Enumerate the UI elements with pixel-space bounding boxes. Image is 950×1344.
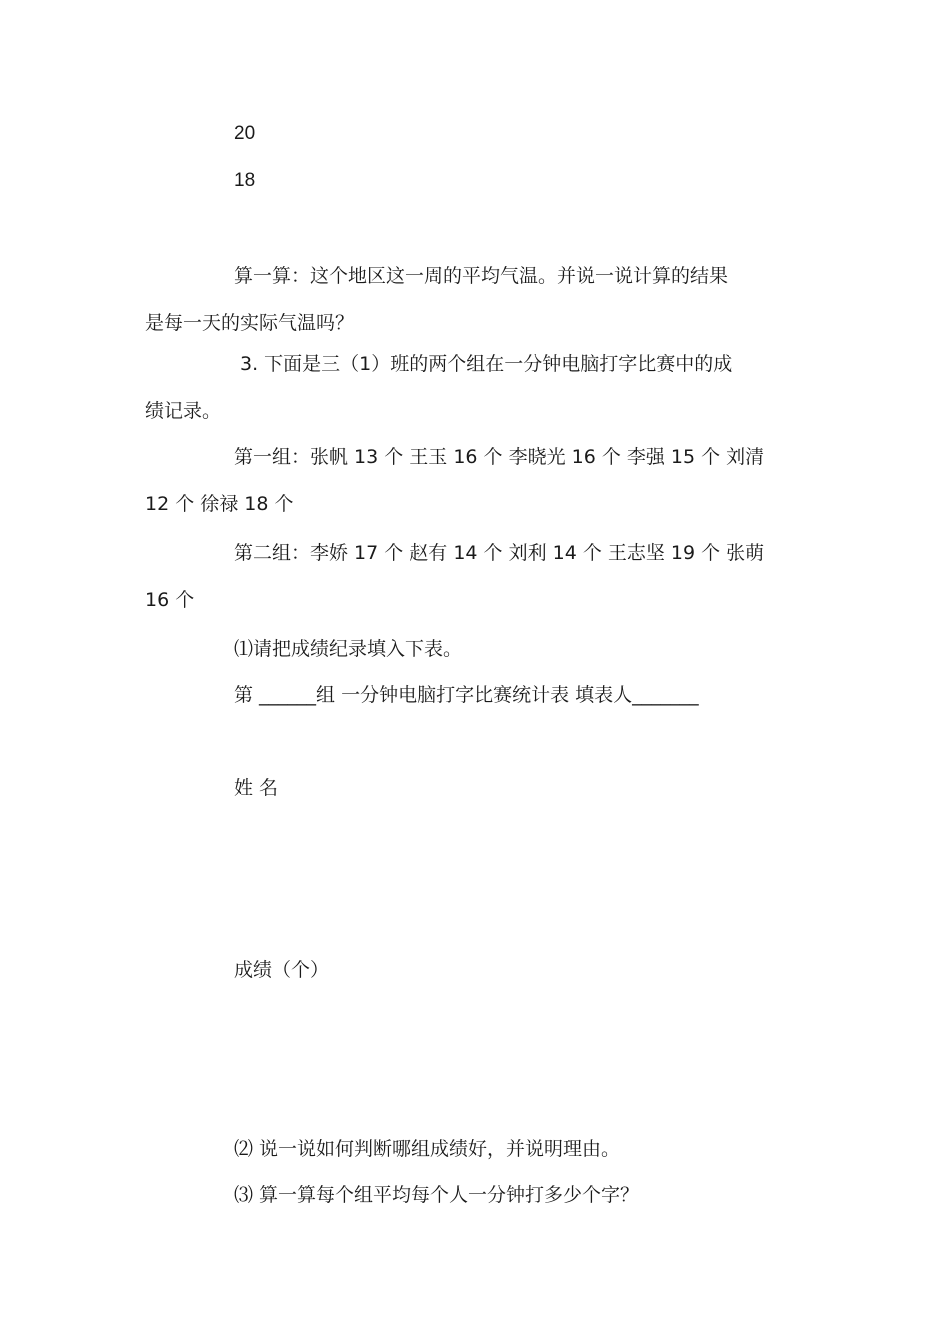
- table-row-name-label: 姓 名: [234, 777, 279, 799]
- average-temp-question-line2: 是每一天的实际气温吗？: [145, 312, 355, 334]
- temperature-value-18: 18: [234, 170, 256, 191]
- group-2-record-line1: 第二组：李娇 17 个 赵有 14 个 刘利 14 个 王志坚 19 个 张萌: [234, 542, 765, 564]
- sub-question-3: ⑶ 算一算每个组平均每个人一分钟打多少个字？: [234, 1184, 640, 1206]
- table-row-score-label: 成绩（个）: [234, 959, 330, 981]
- temperature-value-20: 20: [234, 123, 256, 144]
- question-3-intro-line1: 3. 下面是三（1）班的两个组在一分钟电脑打字比赛中的成: [240, 353, 733, 375]
- group-1-record-line2: 12 个 徐禄 18 个: [145, 493, 294, 515]
- question-3-intro-line2: 绩记录。: [145, 400, 222, 422]
- group-1-record-line1: 第一组：张帆 13 个 王玉 16 个 李晓光 16 个 李强 15 个 刘清: [234, 446, 765, 468]
- average-temp-question-line1: 算一算：这个地区这一周的平均气温。并说一说计算的结果: [234, 265, 729, 287]
- sub-question-1: ⑴请把成绩纪录填入下表。: [234, 638, 463, 660]
- stats-table-title: 第 ______组 一分钟电脑打字比赛统计表 填表人_______: [234, 684, 699, 706]
- sub-question-2: ⑵ 说一说如何判断哪组成绩好，并说明理由。: [234, 1138, 621, 1160]
- group-2-record-line2: 16 个: [145, 589, 195, 611]
